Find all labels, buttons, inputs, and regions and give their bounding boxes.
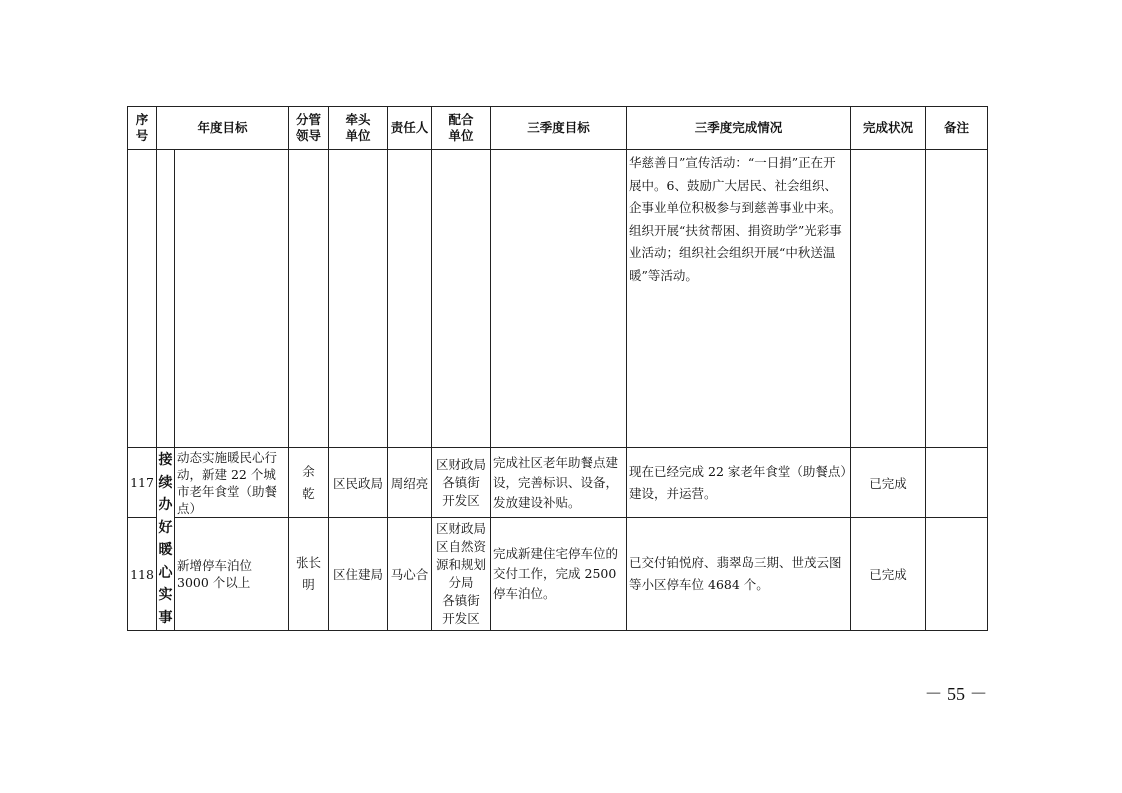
q3-goal-cell: 完成社区老年助餐点建设，完善标识、设备，发放建设补贴。 [491,448,627,518]
q3-goal-cell: 完成新建住宅停车位的交付工作，完成 2500 停车泊位。 [491,518,627,631]
table-row [128,448,988,518]
annual-goal-cell: 动态实施暖民心行动，新建 22 个城市老年食堂（助餐点） [175,448,289,518]
work-target-table [127,106,988,631]
empty-cell [388,150,432,448]
annual-goal-cell: 新增停车泊位 3000 个以上 [175,518,289,631]
empty-cell [851,150,926,448]
coop-unit-cell: 区财政局 各镇街 开发区 [432,448,491,518]
coop-unit-cell: 区财政局 区自然资源和规划分局 各镇街 开发区 [432,518,491,631]
person-cell: 马心合 [388,518,432,631]
lead-unit-cell: 区民政局 [329,448,388,518]
table-row [128,518,988,631]
header-annual-goal: 年度目标 [157,107,289,150]
header-seq: 序号 [128,107,157,150]
header-coop-unit: 配合单位 [432,107,491,150]
q3-progress-cell: 现在已经完成 22 家老年食堂（助餐点）建设，并运营。 [627,448,851,518]
status-cell: 已完成 [851,448,926,518]
empty-cell [128,150,157,448]
empty-cell [491,150,627,448]
remark-cell [926,518,988,631]
empty-cell [329,150,388,448]
header-q3-progress: 三季度完成情况 [627,107,851,150]
category-cell: 接续办好暖心实事 [157,448,175,631]
leader-cell: 张长明 [289,518,329,631]
seq-cell: 118 [128,518,157,631]
page-number: － 55 － [924,684,988,704]
empty-cell [926,150,988,448]
seq-cell: 117 [128,448,157,518]
header-person: 责任人 [388,107,432,150]
remark-cell [926,448,988,518]
header-status: 完成状况 [851,107,926,150]
header-q3-goal: 三季度目标 [491,107,627,150]
empty-cell [432,150,491,448]
header-lead-unit: 牵头单位 [329,107,388,150]
empty-cell [175,150,289,448]
lead-unit-cell: 区住建局 [329,518,388,631]
empty-cell [157,150,175,448]
header-remark: 备注 [926,107,988,150]
person-cell: 周绍亮 [388,448,432,518]
table-header-row [128,107,988,150]
status-cell: 已完成 [851,518,926,631]
q3-progress-cell: 华慈善日”宣传活动：“一日捐”正在开展中。6、鼓励广大居民、社会组织、企事业单位积极参与到慈善事业中来。组织开展“扶贫帮困、捐资助学”光彩事业活动；组织社会组织开展“中秋送温暖”等活动。 [627,150,851,448]
empty-cell [289,150,329,448]
q3-progress-cell: 已交付铂悦府、翡翠岛三期、世茂云图等小区停车位 4684 个。 [627,518,851,631]
leader-cell: 余乾 [289,448,329,518]
table-row-continued [128,150,988,448]
header-leader: 分管领导 [289,107,329,150]
